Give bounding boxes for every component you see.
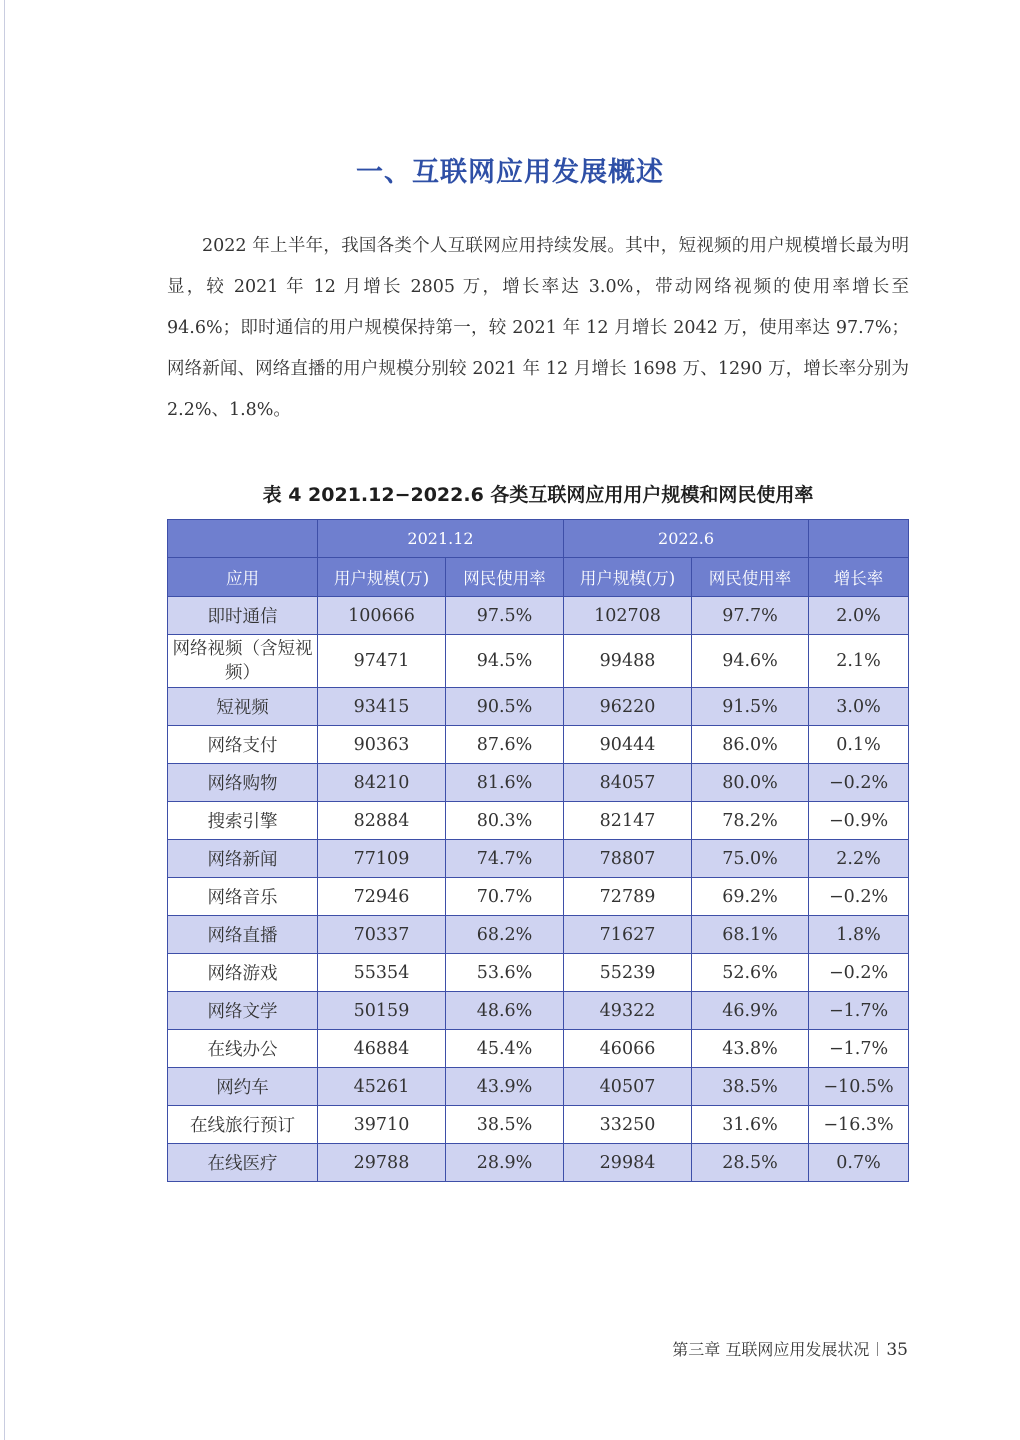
cell-rate-2022: 43.8% — [692, 1030, 809, 1068]
column-header-users-2022: 用户规模(万) — [564, 558, 692, 597]
cell-app-name: 在线医疗 — [168, 1144, 318, 1182]
cell-rate-2022: 46.9% — [692, 992, 809, 1030]
cell-growth-rate: 3.0% — [809, 688, 909, 726]
cell-users-2021: 93415 — [318, 688, 446, 726]
cell-growth-rate: −0.2% — [809, 764, 909, 802]
table-row — [168, 992, 909, 1030]
cell-users-2022: 46066 — [564, 1030, 692, 1068]
cell-users-2022: 33250 — [564, 1106, 692, 1144]
cell-app-name: 网络购物 — [168, 764, 318, 802]
table-row — [168, 764, 909, 802]
cell-app-name: 网络直播 — [168, 916, 318, 954]
table-row — [168, 1106, 909, 1144]
cell-growth-rate: −16.3% — [809, 1106, 909, 1144]
page-edge-rule — [4, 0, 5, 1440]
table-row — [168, 878, 909, 916]
table-row — [168, 635, 909, 688]
footer-separator — [877, 1342, 878, 1356]
cell-users-2022: 90444 — [564, 726, 692, 764]
cell-rate-2021: 87.6% — [446, 726, 564, 764]
cell-users-2021: 50159 — [318, 992, 446, 1030]
cell-users-2021: 45261 — [318, 1068, 446, 1106]
cell-rate-2021: 45.4% — [446, 1030, 564, 1068]
cell-rate-2022: 28.5% — [692, 1144, 809, 1182]
table-row — [168, 688, 909, 726]
cell-users-2021: 97471 — [318, 635, 446, 688]
cell-rate-2022: 94.6% — [692, 635, 809, 688]
column-header-row — [168, 558, 909, 597]
cell-rate-2021: 38.5% — [446, 1106, 564, 1144]
cell-rate-2022: 80.0% — [692, 764, 809, 802]
cell-rate-2022: 31.6% — [692, 1106, 809, 1144]
period-header-2021-12: 2021.12 — [318, 520, 564, 558]
cell-users-2021: 55354 — [318, 954, 446, 992]
cell-app-name: 网络音乐 — [168, 878, 318, 916]
cell-app-name: 在线旅行预订 — [168, 1106, 318, 1144]
cell-users-2022: 84057 — [564, 764, 692, 802]
table-row — [168, 1068, 909, 1106]
column-header-growth: 增长率 — [809, 558, 909, 597]
cell-app-name: 网络视频（含短视频） — [168, 635, 318, 688]
cell-growth-rate: −0.2% — [809, 954, 909, 992]
cell-growth-rate: 1.8% — [809, 916, 909, 954]
cell-rate-2021: 48.6% — [446, 992, 564, 1030]
cell-app-name: 在线办公 — [168, 1030, 318, 1068]
app-usage-table — [167, 519, 909, 1182]
table-row — [168, 597, 909, 635]
column-header-users-2021: 用户规模(万) — [318, 558, 446, 597]
cell-rate-2021: 68.2% — [446, 916, 564, 954]
cell-users-2022: 82147 — [564, 802, 692, 840]
corner-cell — [168, 520, 318, 558]
cell-rate-2021: 94.5% — [446, 635, 564, 688]
cell-rate-2022: 78.2% — [692, 802, 809, 840]
table-row — [168, 802, 909, 840]
cell-rate-2021: 80.3% — [446, 802, 564, 840]
cell-rate-2021: 90.5% — [446, 688, 564, 726]
cell-users-2022: 29984 — [564, 1144, 692, 1182]
period-header-row — [168, 520, 909, 558]
cell-users-2021: 84210 — [318, 764, 446, 802]
cell-users-2022: 40507 — [564, 1068, 692, 1106]
cell-users-2022: 49322 — [564, 992, 692, 1030]
table-caption: 表 4 2021.12−2022.6 各类互联网应用用户规模和网民使用率 — [262, 484, 814, 506]
cell-rate-2022: 97.7% — [692, 597, 809, 635]
intro-paragraph: 2022 年上半年，我国各类个人互联网应用持续发展。其中，短视频的用户规模增长最为明显，较 2021 年 12 月增长 2805 万，增长率达 3.0%，带动网络视频的使用率增长至 94.6%；即时通信的用户规模保持第一，较 2021 年 12 月增长 2042 万，使用率达 97.7%；网络新闻、网络直播的用户规模分别较 2021 年 12 月增长 1698 万、1290 万，增长率分别为 2.2%、1.8%。 — [167, 236, 909, 420]
cell-growth-rate: 0.7% — [809, 1144, 909, 1182]
cell-app-name: 网络游戏 — [168, 954, 318, 992]
cell-users-2021: 77109 — [318, 840, 446, 878]
cell-app-name: 网络支付 — [168, 726, 318, 764]
cell-growth-rate: 2.1% — [809, 635, 909, 688]
cell-users-2021: 29788 — [318, 1144, 446, 1182]
cell-rate-2021: 81.6% — [446, 764, 564, 802]
cell-app-name: 即时通信 — [168, 597, 318, 635]
cell-rate-2022: 69.2% — [692, 878, 809, 916]
cell-rate-2022: 91.5% — [692, 688, 809, 726]
cell-rate-2021: 97.5% — [446, 597, 564, 635]
cell-users-2021: 39710 — [318, 1106, 446, 1144]
footer-chapter-title: 第三章 互联网应用发展状况 — [672, 1340, 870, 1359]
cell-growth-rate: −0.9% — [809, 802, 909, 840]
cell-app-name: 网络新闻 — [168, 840, 318, 878]
table-row — [168, 954, 909, 992]
cell-app-name: 网络文学 — [168, 992, 318, 1030]
column-header-app: 应用 — [168, 558, 318, 597]
cell-users-2021: 70337 — [318, 916, 446, 954]
cell-app-name: 网约车 — [168, 1068, 318, 1106]
cell-growth-rate: −10.5% — [809, 1068, 909, 1106]
cell-users-2021: 100666 — [318, 597, 446, 635]
table-row — [168, 840, 909, 878]
cell-growth-rate: −1.7% — [809, 992, 909, 1030]
cell-rate-2021: 53.6% — [446, 954, 564, 992]
cell-growth-rate: 0.1% — [809, 726, 909, 764]
cell-users-2022: 102708 — [564, 597, 692, 635]
cell-users-2022: 78807 — [564, 840, 692, 878]
cell-users-2022: 71627 — [564, 916, 692, 954]
cell-users-2022: 96220 — [564, 688, 692, 726]
cell-users-2021: 82884 — [318, 802, 446, 840]
cell-rate-2021: 70.7% — [446, 878, 564, 916]
page-number: 35 — [886, 1340, 908, 1360]
cell-growth-rate: −1.7% — [809, 1030, 909, 1068]
cell-users-2022: 99488 — [564, 635, 692, 688]
period-header-2022-6: 2022.6 — [564, 520, 809, 558]
cell-rate-2021: 74.7% — [446, 840, 564, 878]
cell-app-name: 搜索引擎 — [168, 802, 318, 840]
cell-rate-2022: 75.0% — [692, 840, 809, 878]
cell-growth-rate: 2.0% — [809, 597, 909, 635]
table-row — [168, 1144, 909, 1182]
table-row — [168, 1030, 909, 1068]
cell-users-2021: 72946 — [318, 878, 446, 916]
cell-growth-rate: 2.2% — [809, 840, 909, 878]
table-row — [168, 916, 909, 954]
cell-rate-2021: 28.9% — [446, 1144, 564, 1182]
cell-growth-rate: −0.2% — [809, 878, 909, 916]
cell-users-2022: 55239 — [564, 954, 692, 992]
cell-rate-2022: 86.0% — [692, 726, 809, 764]
column-header-rate-2021: 网民使用率 — [446, 558, 564, 597]
section-title: 一、互联网应用发展概述 — [356, 157, 664, 188]
cell-rate-2021: 43.9% — [446, 1068, 564, 1106]
cell-rate-2022: 68.1% — [692, 916, 809, 954]
cell-rate-2022: 38.5% — [692, 1068, 809, 1106]
cell-rate-2022: 52.6% — [692, 954, 809, 992]
blank-header-cell — [809, 520, 909, 558]
cell-app-name: 短视频 — [168, 688, 318, 726]
cell-users-2022: 72789 — [564, 878, 692, 916]
cell-users-2021: 90363 — [318, 726, 446, 764]
table-row — [168, 726, 909, 764]
page-footer — [672, 1337, 908, 1360]
column-header-rate-2022: 网民使用率 — [692, 558, 809, 597]
cell-users-2021: 46884 — [318, 1030, 446, 1068]
